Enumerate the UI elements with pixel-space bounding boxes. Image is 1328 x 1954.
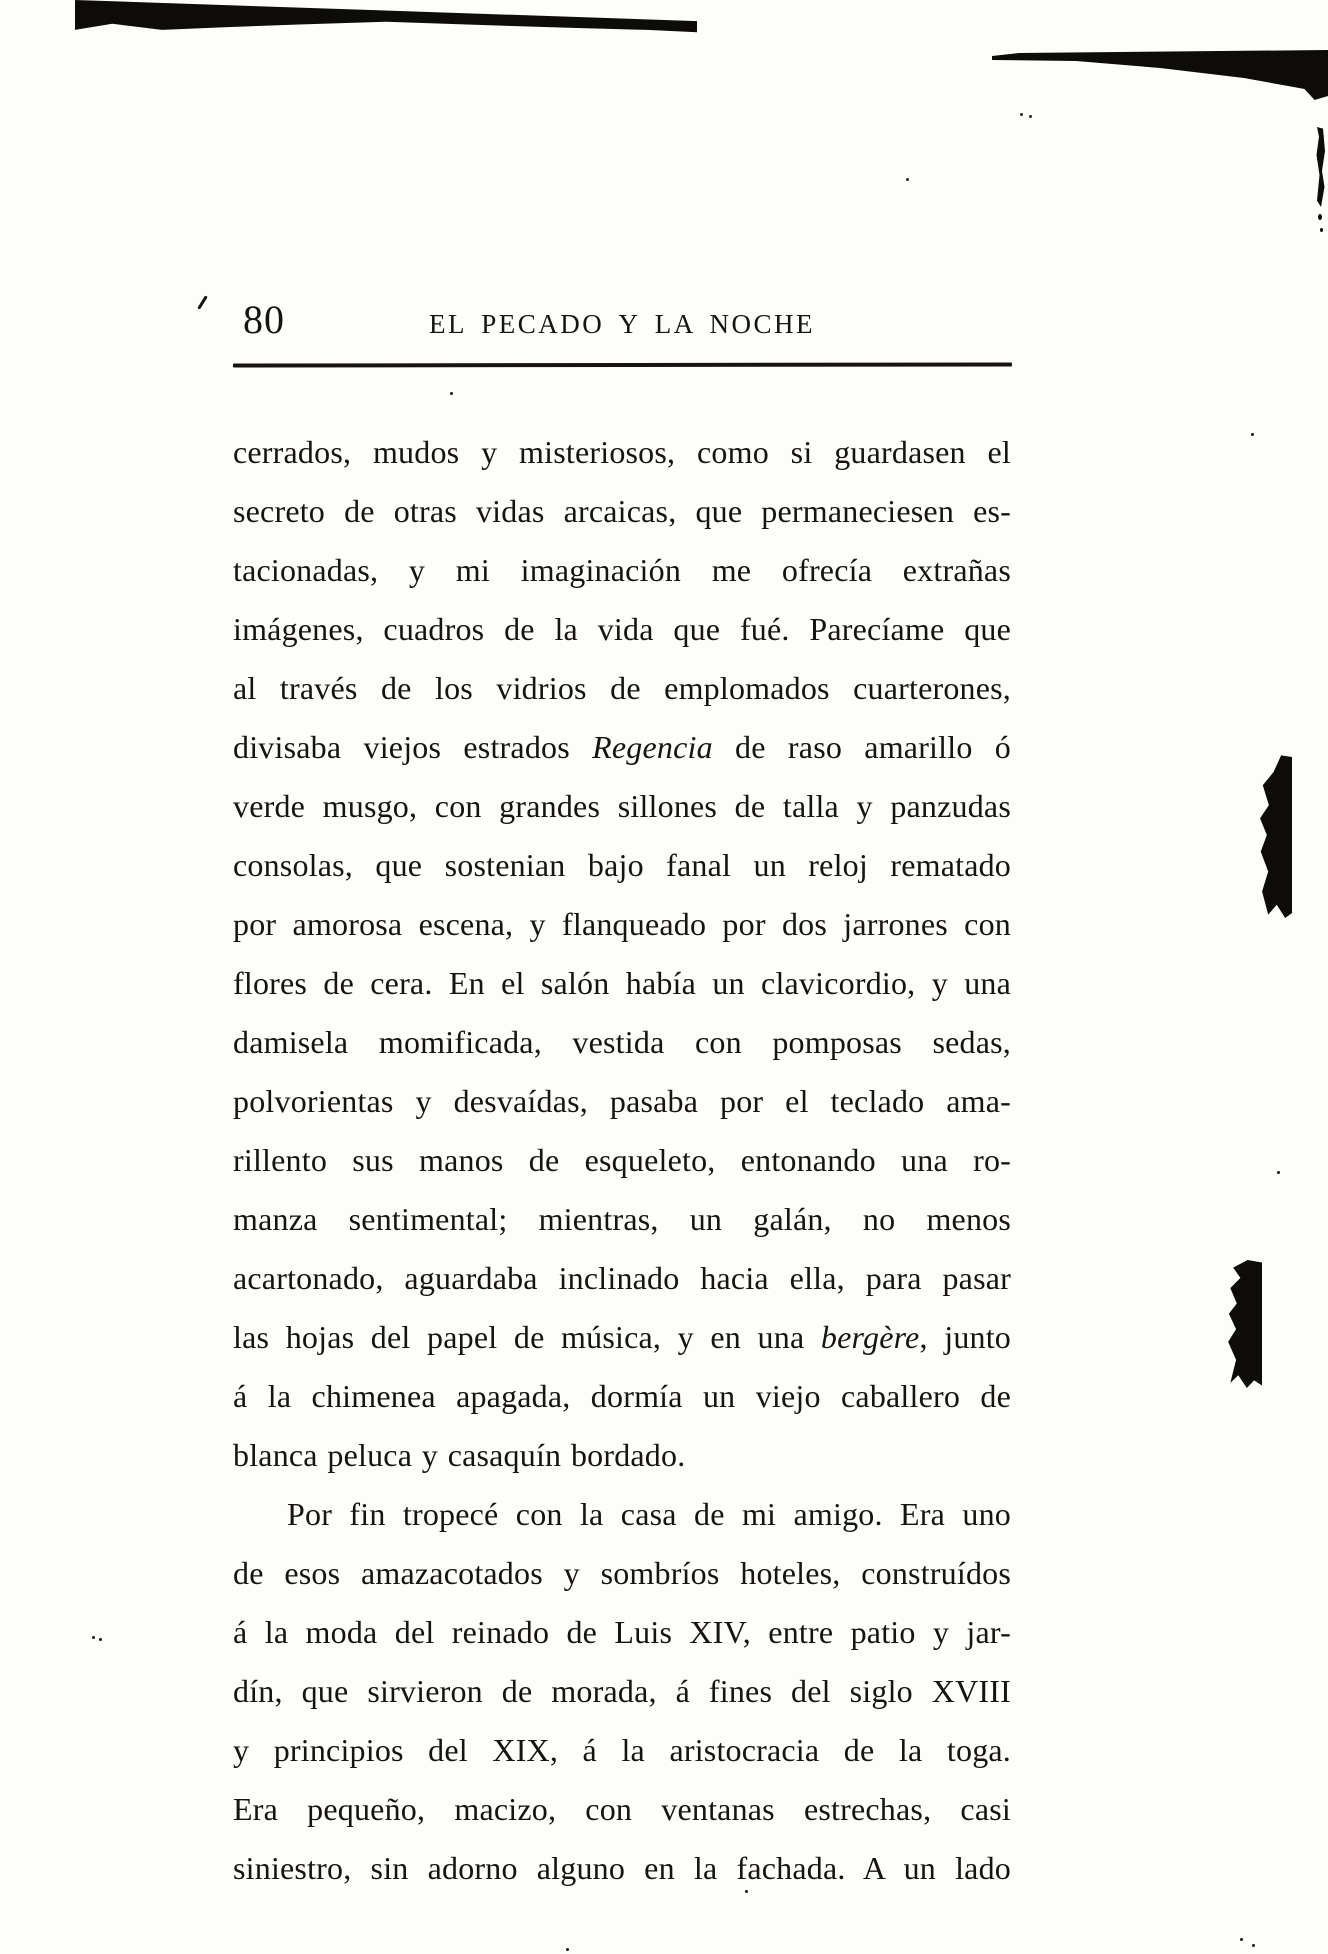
text-line: cerrados, mudos y misteriosos, como si guardasen el — [233, 434, 1011, 470]
header-rule — [233, 362, 1012, 367]
ink-streak-right-edge-icon — [1315, 127, 1325, 207]
text-line: verde musgo, con grandes sillones de talla y panzudas — [233, 788, 1011, 824]
paragraph — [233, 1485, 1011, 1898]
text-line: Por fin tropecé con la casa de mi amigo. Era uno — [287, 1496, 1011, 1532]
page-number: 80 — [243, 297, 285, 342]
body-text — [233, 423, 1011, 1898]
text-line: Era pequeño, macizo, con ventanas estrechas, casi — [233, 1791, 1011, 1827]
ink-smudge-top-left-icon — [75, 0, 697, 34]
text-line: acartonado, aguardaba inclinado hacia ella, para pasar — [233, 1260, 1011, 1296]
text-line: á la moda del reinado de Luis XIV, entre patio y jar- — [233, 1614, 1011, 1650]
text-line: manza sentimental; mientras, un galán, no menos — [233, 1201, 1011, 1237]
running-title: EL PECADO Y LA NOCHE — [429, 309, 815, 339]
text-line: damisela momificada, vestida con pomposas sedas, — [233, 1024, 1011, 1060]
text-line: polvorientas y desvaídas, pasaba por el teclado ama- — [233, 1083, 1011, 1119]
text-line: y principios del XIX, á la aristocracia de la toga. — [233, 1732, 1011, 1768]
text-line: por amorosa escena, y flanqueado por dos jarrones con — [233, 906, 1011, 942]
text-line: rillento sus manos de esqueleto, entonando una ro- — [233, 1142, 1011, 1178]
ink-blot-right-margin-lower-icon — [1226, 1260, 1262, 1388]
ink-tick-left-margin-icon — [197, 295, 207, 309]
text-line: flores de cera. En el salón había un clavicordio, y una — [233, 965, 1011, 1001]
text-line: imágenes, cuadros de la vida que fué. Parecíame que — [233, 611, 1011, 647]
ink-blot-right-margin-upper-icon — [1258, 752, 1292, 918]
ink-dot-icon — [1320, 228, 1323, 232]
text-line: consolas, que sostenian bajo fanal un reloj rematado — [233, 847, 1011, 883]
text-line: tacionadas, y mi imaginación me ofrecía extrañas — [233, 552, 1011, 588]
text-line: al través de los vidrios de emplomados cuarterones, — [233, 670, 1011, 706]
text-line: dín, que sirvieron de morada, á fines del siglo XVIII — [233, 1673, 1011, 1709]
paragraph — [233, 423, 1011, 1485]
text-line: á la chimenea apagada, dormía un viejo caballero de — [233, 1378, 1011, 1414]
ink-smudge-top-right-corner-icon — [992, 50, 1328, 100]
text-line: las hojas del papel de música, y en una bergère, junto — [233, 1319, 1011, 1355]
scan-specks-icon — [0, 0, 3, 3]
ink-dot-icon — [1318, 214, 1322, 220]
text-line: siniestro, sin adorno alguno en la fachada. A un lado — [233, 1850, 1011, 1886]
text-line: divisaba viejos estrados Regencia de raso amarillo ó — [233, 729, 1011, 765]
text-line: blanca peluca y casaquín bordado. — [233, 1437, 686, 1473]
text-line: secreto de otras vidas arcaicas, que permaneciesen es- — [233, 493, 1011, 529]
text-line: de esos amazacotados y sombríos hoteles, construídos — [233, 1555, 1011, 1591]
